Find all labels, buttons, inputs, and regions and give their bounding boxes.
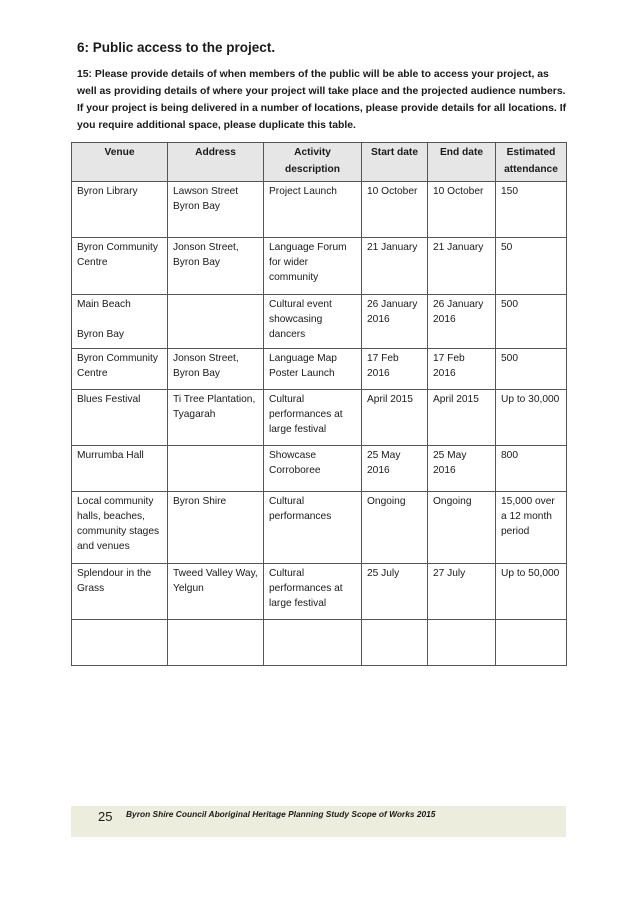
table-row [72,238,567,295]
address-cell: Tweed Valley Way, Yelgun [168,564,264,620]
end-date-cell [428,620,496,666]
end-date-cell: 10 October [428,182,496,238]
end-date-cell: 26 January 2016 [428,295,496,349]
venue-cell: Byron Community Centre [72,238,168,295]
attendance-cell: 150 [496,182,567,238]
venue-cell: Main Beach Byron Bay [72,295,168,349]
venue-cell: Blues Festival [72,390,168,446]
attendance-cell: 15,000 over a 12 month period [496,492,567,564]
start-date-cell: Ongoing [362,492,428,564]
table-row [72,295,567,349]
header-activity-description: Activity description [264,143,362,182]
page-number: 25 [98,809,113,824]
table-row [72,446,567,492]
table-row-empty [72,620,567,666]
attendance-cell: 500 [496,295,567,349]
section-heading: 6: Public access to the project. [77,40,276,55]
attendance-cell: 800 [496,446,567,492]
header-address: Address [168,143,264,182]
start-date-cell: 10 October [362,182,428,238]
header-end-date: End date [428,143,496,182]
activity-cell: Cultural performances [264,492,362,564]
activity-cell: Project Launch [264,182,362,238]
page-footer [71,806,566,837]
address-cell [168,620,264,666]
table-row [72,492,567,564]
venue-cell [72,620,168,666]
activity-cell: Language Forum for wider community [264,238,362,295]
header-venue: Venue [72,143,168,182]
header-start-date: Start date [362,143,428,182]
address-cell [168,295,264,349]
table-row [72,390,567,446]
address-cell: Ti Tree Plantation, Tyagarah [168,390,264,446]
activity-cell: Cultural event showcasing dancers [264,295,362,349]
address-cell: Jonson Street, Byron Bay [168,238,264,295]
venue-cell: Splendour in the Grass [72,564,168,620]
address-cell: Byron Shire [168,492,264,564]
table-row [72,349,567,390]
end-date-cell: 17 Feb 2016 [428,349,496,390]
venue-cell: Byron Community Centre [72,349,168,390]
table-row [72,182,567,238]
venue-cell: Local community halls, beaches, community stages and venues [72,492,168,564]
end-date-cell: April 2015 [428,390,496,446]
activity-cell: Showcase Corroboree [264,446,362,492]
activity-cell: Cultural performances at large festival [264,390,362,446]
end-date-cell: 21 January [428,238,496,295]
footer-title: Byron Shire Council Aboriginal Heritage Planning Study Scope of Works 2015 [126,809,436,819]
public-access-table [71,142,567,666]
start-date-cell: 26 January 2016 [362,295,428,349]
start-date-cell: 17 Feb 2016 [362,349,428,390]
venue-cell: Byron Library [72,182,168,238]
end-date-cell: Ongoing [428,492,496,564]
venue-cell: Murrumba Hall [72,446,168,492]
table-row [72,564,567,620]
start-date-cell: 25 July [362,564,428,620]
start-date-cell: 21 January [362,238,428,295]
end-date-cell: 27 July [428,564,496,620]
table-header-row [72,143,567,182]
address-cell: Jonson Street, Byron Bay [168,349,264,390]
attendance-cell [496,620,567,666]
attendance-cell: Up to 30,000 [496,390,567,446]
question-text: 15: Please provide details of when members of the public will be able to access your project, as well as providing details of where your project will take place and the projected audience numbers. If your project is being delivered in a number of locations, please provide details for all locations. If you require additional space, please duplicate this table. [77,69,567,131]
start-date-cell: 25 May 2016 [362,446,428,492]
header-estimated-attendance: Estimated attendance [496,143,567,182]
attendance-cell: 50 [496,238,567,295]
activity-cell [264,620,362,666]
activity-cell: Cultural performances at large festival [264,564,362,620]
attendance-cell: Up to 50,000 [496,564,567,620]
start-date-cell: April 2015 [362,390,428,446]
address-cell: Lawson Street Byron Bay [168,182,264,238]
address-cell [168,446,264,492]
attendance-cell: 500 [496,349,567,390]
start-date-cell [362,620,428,666]
end-date-cell: 25 May 2016 [428,446,496,492]
activity-cell: Language Map Poster Launch [264,349,362,390]
